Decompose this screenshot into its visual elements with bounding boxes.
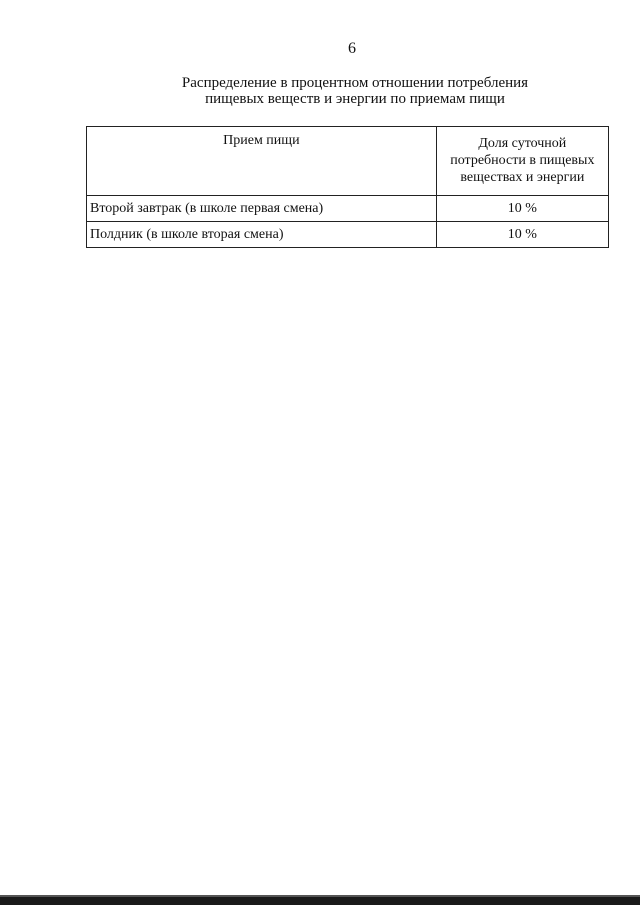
document-title	[130, 75, 580, 107]
row-meal-cell: Второй завтрак (в школе первая смена)	[87, 196, 437, 222]
table-header-row	[87, 127, 609, 196]
title-line-1: Распределение в процентном отношении потребления	[181, 75, 529, 91]
table-row	[87, 196, 609, 222]
title-line-2: пищевых веществ и энергии по приемам пищи	[205, 91, 505, 107]
scan-edge	[0, 897, 640, 905]
row-meal-cell: Полдник (в школе вторая смена)	[87, 222, 437, 248]
table-row	[87, 222, 609, 248]
meal-distribution-table	[86, 126, 609, 248]
header-share: Доля суточной потребности в пищевых веществах и энергии	[436, 127, 608, 196]
page-number: 6	[348, 40, 356, 57]
header-meal: Прием пищи	[87, 127, 437, 196]
row-share-cell: 10 %	[436, 196, 608, 222]
row-share-cell: 10 %	[436, 222, 608, 248]
